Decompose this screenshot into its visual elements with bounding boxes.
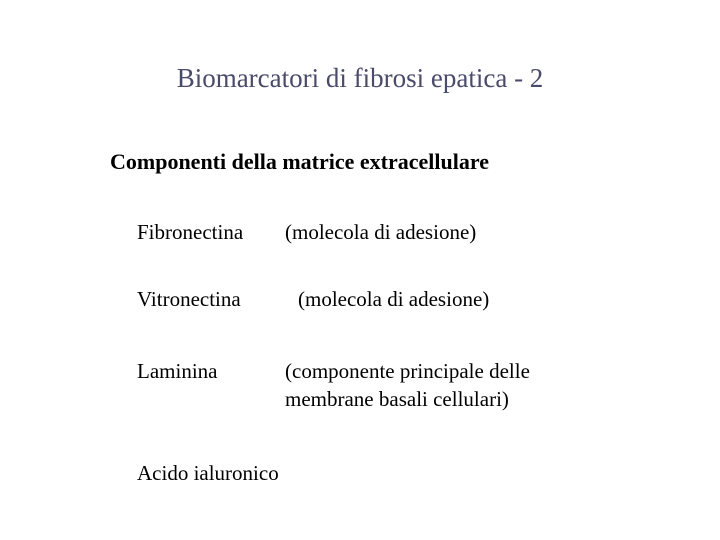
item-term: Acido ialuronico [137, 461, 279, 485]
item-term: Fibronectina [137, 220, 244, 244]
item-term: Laminina [137, 359, 218, 383]
item-description: (molecola di adesione) [285, 220, 477, 244]
slide-subtitle: Componenti della matrice extracellulare [110, 149, 489, 174]
item-description-line: membrane basali cellulari) [285, 387, 509, 411]
slide-title: Biomarcatori di fibrosi epatica - 2 [176, 63, 544, 93]
item-term: Vitronectina [137, 287, 241, 311]
item-description: (molecola di adesione) [298, 287, 490, 311]
item-description-line: (componente principale delle [285, 359, 530, 383]
item-description [285, 357, 530, 413]
